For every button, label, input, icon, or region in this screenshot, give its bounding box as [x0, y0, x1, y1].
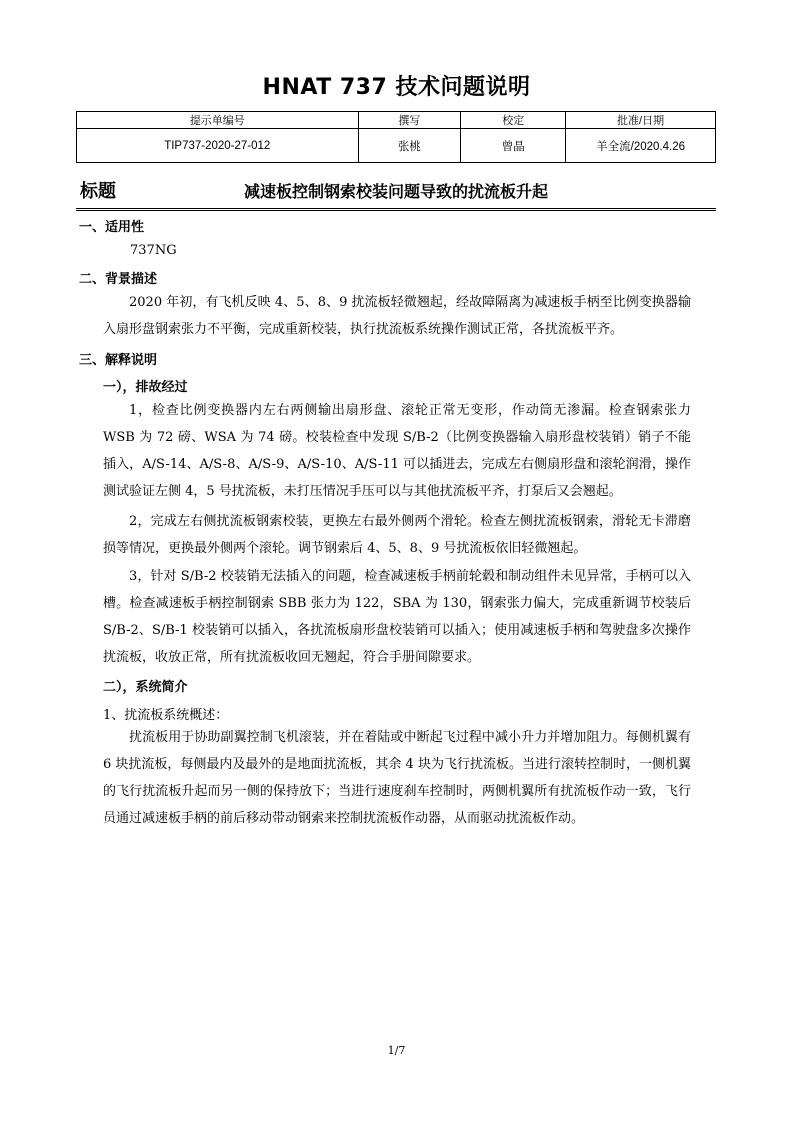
- troubleshooting-paragraph-3: 3，针对 S/B-2 校装销无法插入的问题，检查减速板手柄前轮毂和制动组件未见异常，手柄可以入槽。检查减速板手柄控制钢索 SBB 张力为 122，SBA 为 130，钢索张力偏大，完成重新调节校装后 S/B-2、S/B-1 校装销可以插入，各扰流板扇形盘校装销可以插入；使用减速板手柄和驾驶盘多次操作扰流板，收放正常，所有扰流板收回无翘起，符合手册间隙要求。: [103, 569, 691, 665]
- value-tip-number: TIP737-2020-27-012: [77, 129, 359, 163]
- page-number: 1/7: [387, 1044, 406, 1057]
- section-background-heading: 二、背景描述: [79, 272, 158, 287]
- info-table-header-row: [77, 112, 716, 129]
- subject-row: [76, 168, 716, 211]
- troubleshooting-paragraph-1: 1，检查比例变换器内左右两侧输出扇形盘、滚轮正常无变形，作动筒无渗漏。检查钢索张力 WSB 为 72 磅、WSA 为 74 磅。校装检查中发现 S/B-2（比例变换器输入扇形盘校装销）销子不能插入，A/S-14、A/S-8、A/S-9、A/S-10、A/S-11 可以插进去，完成左右侧扇形盘和滚轮润滑，操作测试验证左侧 4，5 号扰流板，未打压情况手压可以与其他扰流板平齐，打泵后又会翘起。: [103, 403, 691, 499]
- header-checker: 校定: [461, 112, 566, 129]
- document-title: HNAT 737 技术问题说明: [262, 75, 531, 100]
- header-approval-date: 批准/日期: [566, 112, 716, 129]
- info-table: [76, 111, 716, 163]
- value-approval-date: 羊全流/2020.4.26: [566, 129, 716, 163]
- applicability-text: 737NG: [130, 243, 177, 258]
- section-explanation-heading: 三、解释说明: [79, 353, 158, 368]
- value-checker: 曾晶: [461, 129, 566, 163]
- background-paragraph: 2020 年初，有飞机反映 4、5、8、9 扰流板轻微翘起，经故障隔离为减速板手柄至比例变换器输入扇形盘钢索张力不平衡，完成重新校装，执行扰流板系统操作测试正常，各扰流板平齐。: [103, 295, 691, 337]
- system-paragraph-1: 扰流板用于协助副翼控制飞机滚装，并在着陆或中断起飞过程中减小升力并增加阻力。每侧机翼有 6 块扰流板，每侧最内及最外的是地面扰流板，其余 4 块为飞行扰流板。当进行滚转控制时，一侧机翼的飞行扰流板升起而另一侧的保持放下；当进行速度刹车控制时，两侧机翼所有扰流板作动一致，飞行员通过减速板手柄的前后移动带动钢索来控制扰流板作动器，从而驱动扰流板作动。: [103, 730, 691, 826]
- troubleshooting-heading: 一），排故经过: [103, 380, 188, 395]
- header-author: 撰写: [358, 112, 461, 129]
- system-heading: 二），系统简介: [103, 680, 188, 695]
- subject-label: 标题: [80, 181, 116, 202]
- header-tip-number: 提示单编号: [77, 112, 359, 129]
- system-subheading: 1、扰流板系统概述：: [103, 708, 229, 723]
- subject-text: 减速板控制钢索校装问题导致的扰流板升起: [244, 182, 549, 201]
- section-applicability-heading: 一、适用性: [79, 220, 145, 235]
- troubleshooting-paragraph-2: 2，完成左右侧扰流板钢索校装，更换左右最外侧两个滑轮。检查左侧扰流板钢索，滑轮无卡滞磨损等情况，更换最外侧两个滚轮。调节钢索后 4、5、8、9 号扰流板依旧轻微翘起。: [103, 514, 691, 556]
- value-author: 张桃: [358, 129, 461, 163]
- info-table-value-row: [77, 129, 716, 163]
